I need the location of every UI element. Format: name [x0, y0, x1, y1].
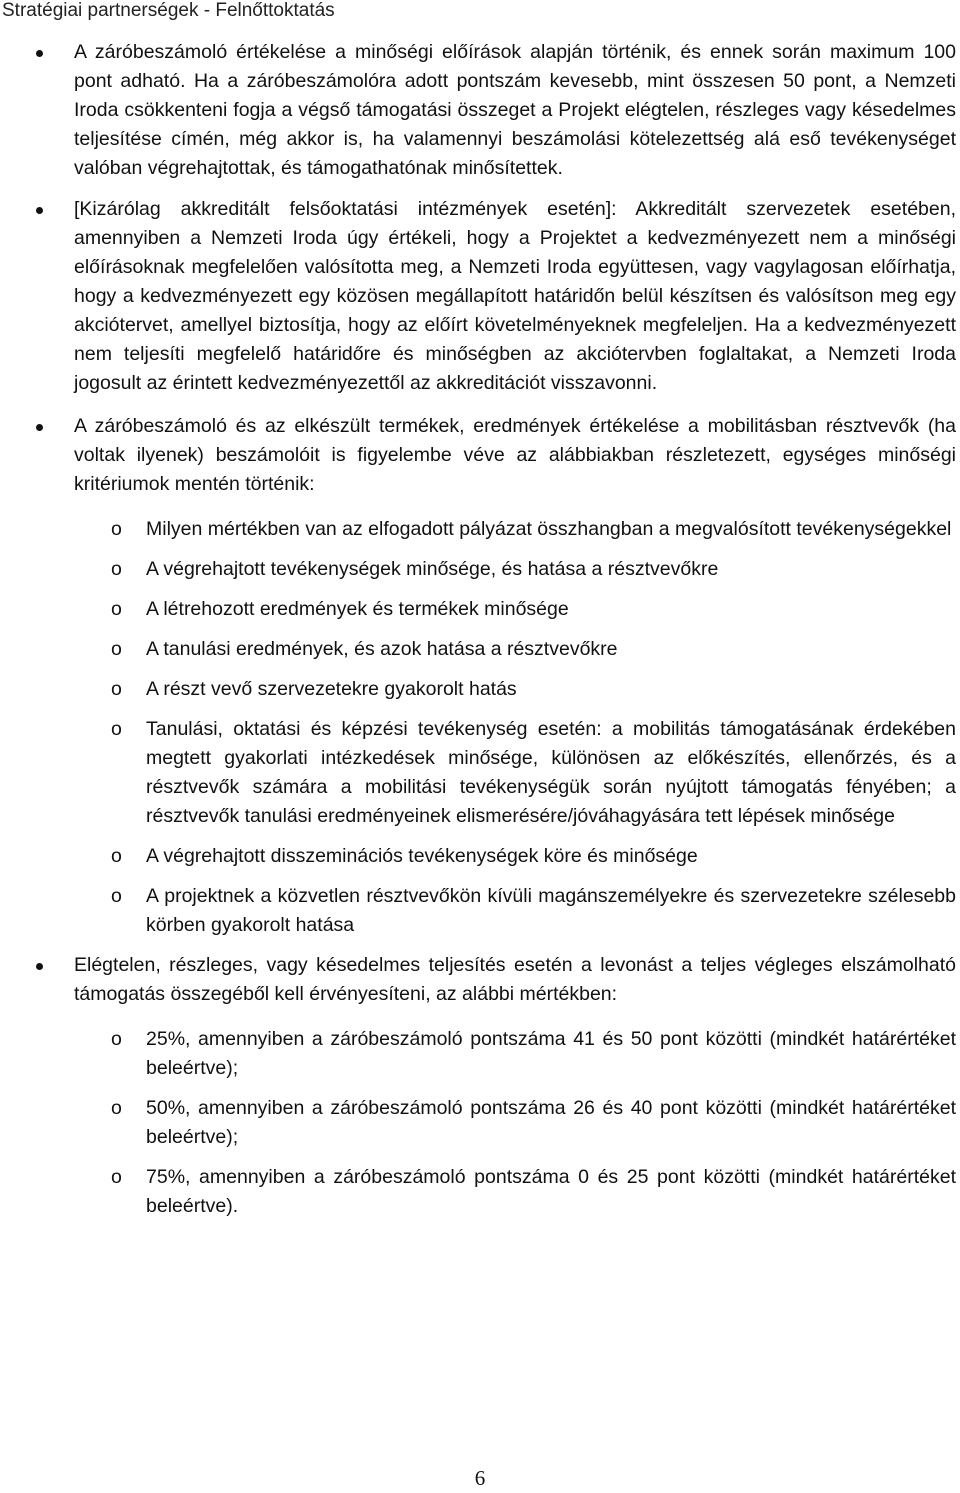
criteria-list	[0, 515, 960, 940]
list-item-text: A részt vevő szervezetekre gyakorolt hatás	[146, 678, 517, 700]
bullet-item-accredited	[0, 195, 960, 398]
list-item	[0, 635, 960, 664]
list-item-text: 75%, amennyiben a záróbeszámoló pontszáma 0 és 25 pont közötti (mindkét határértéket beleértve).	[146, 1166, 956, 1217]
circle-bullet-icon: o	[111, 718, 122, 740]
circle-bullet-icon: o	[111, 678, 122, 700]
list-item	[0, 842, 960, 871]
list-item	[0, 595, 960, 624]
list-item-text: A létrehozott eredmények és termékek minősége	[146, 598, 569, 620]
circle-bullet-icon: o	[111, 558, 122, 580]
bullet-item-deduction	[0, 951, 960, 1009]
bullet-text: A záróbeszámoló és az elkészült termékek, eredmények értékelése a mobilitásban résztvevők (ha voltak ilyenek) beszámolóit is figyelembe véve az alábbiakban részletezett, egységes minőségi kritériumok mentén történik:	[74, 415, 956, 495]
list-item	[0, 1025, 960, 1083]
bullet-item-criteria	[0, 412, 960, 499]
bullet-dot-icon	[36, 207, 43, 214]
page-header-title: Stratégiai partnerségek - Felnőttoktatás	[2, 0, 335, 21]
circle-bullet-icon: o	[111, 1166, 122, 1188]
deduction-list	[0, 1025, 960, 1221]
bullet-dot-icon	[36, 424, 43, 431]
list-item	[0, 715, 960, 831]
circle-bullet-icon: o	[111, 638, 122, 660]
bullet-text: A záróbeszámoló értékelése a minőségi előírások alapján történik, és ennek során maximum 100 pont adható. Ha a záróbeszámolóra adott pontszám kevesebb, mint összesen 50 pont, a Nemzeti Iroda csökkenteni fogja a végső támogatási összeget a Projekt elégtelen, részleges vagy késedelmes teljesítése címén, még akkor is, ha valamennyi beszámolási kötelezettség alá eső tevékenységet valóban végrehajtottak, és támogathatónak minősítettek.	[74, 41, 956, 179]
list-item-text: A végrehajtott tevékenységek minősége, és hatása a résztvevőkre	[146, 558, 719, 580]
document-body	[0, 38, 960, 1232]
list-item-text: 50%, amennyiben a záróbeszámoló pontszáma 26 és 40 pont közötti (mindkét határértéket beleértve);	[146, 1097, 956, 1148]
list-item	[0, 555, 960, 584]
circle-bullet-icon: o	[111, 598, 122, 620]
list-item-text: A tanulási eredmények, és azok hatása a résztvevőkre	[146, 638, 618, 660]
bullet-dot-icon	[36, 50, 43, 57]
list-item	[0, 1094, 960, 1152]
bullet-text: [Kizárólag akkreditált felsőoktatási intézmények esetén]: Akkreditált szervezetek esetében, amennyiben a Nemzeti Iroda úgy értékeli, hogy a Projektet a kedvezményezett nem a minőségi előírásoknak megfelelően valósította meg, a Nemzeti Iroda együttesen, vagy vagylagosan előírhatja, hogy a kedvezményezett egy közösen megállapított határidőn belül készítsen és valósítson meg egy akciótervet, amellyel biztosítja, hogy az előírt követelményeknek megfeleljen. Ha a kedvezményezett nem teljesíti megfelelő határidőre és minőségben az akciótervben foglaltakat, a Nemzeti Iroda jogosult az érintett kedvezményezettől az akkreditációt visszavonni.	[74, 198, 956, 394]
circle-bullet-icon: o	[111, 845, 122, 867]
list-item-text: A projektnek a közvetlen résztvevőkön kívüli magánszemélyekre és szervezetekre szélesebb körben gyakorolt hatása	[146, 885, 956, 936]
bullet-dot-icon	[36, 963, 43, 970]
list-item	[0, 675, 960, 704]
circle-bullet-icon: o	[111, 518, 122, 540]
circle-bullet-icon: o	[111, 885, 122, 907]
bullet-item-evaluation	[0, 38, 960, 183]
list-item	[0, 882, 960, 940]
page-number: 6	[474, 1466, 486, 1490]
list-item-text: Milyen mértékben van az elfogadott pályázat összhangban a megvalósított tevékenységekkel	[146, 518, 952, 540]
list-item-text: 25%, amennyiben a záróbeszámoló pontszáma 41 és 50 pont közötti (mindkét határértéket beleértve);	[146, 1028, 956, 1079]
list-item-text: Tanulási, oktatási és képzési tevékenység esetén: a mobilitás támogatásának érdekében megtett gyakorlati intézkedések minősége, különösen az előkészítés, ellenőrzés, és a résztvevők számára a mobilitási tevékenységük során nyújtott támogatás fényében; a résztvevők tanulási eredményeinek elismerésére/jóváhagyására tett lépések minősége	[146, 718, 956, 827]
circle-bullet-icon: o	[111, 1028, 122, 1050]
circle-bullet-icon: o	[111, 1097, 122, 1119]
list-item	[0, 515, 960, 544]
list-item-text: A végrehajtott disszeminációs tevékenységek köre és minősége	[146, 845, 698, 867]
bullet-text: Elégtelen, részleges, vagy késedelmes teljesítés esetén a levonást a teljes végleges elszámolható támogatás összegéből kell érvényesíteni, az alábbi mértékben:	[74, 954, 956, 1005]
list-item	[0, 1163, 960, 1221]
